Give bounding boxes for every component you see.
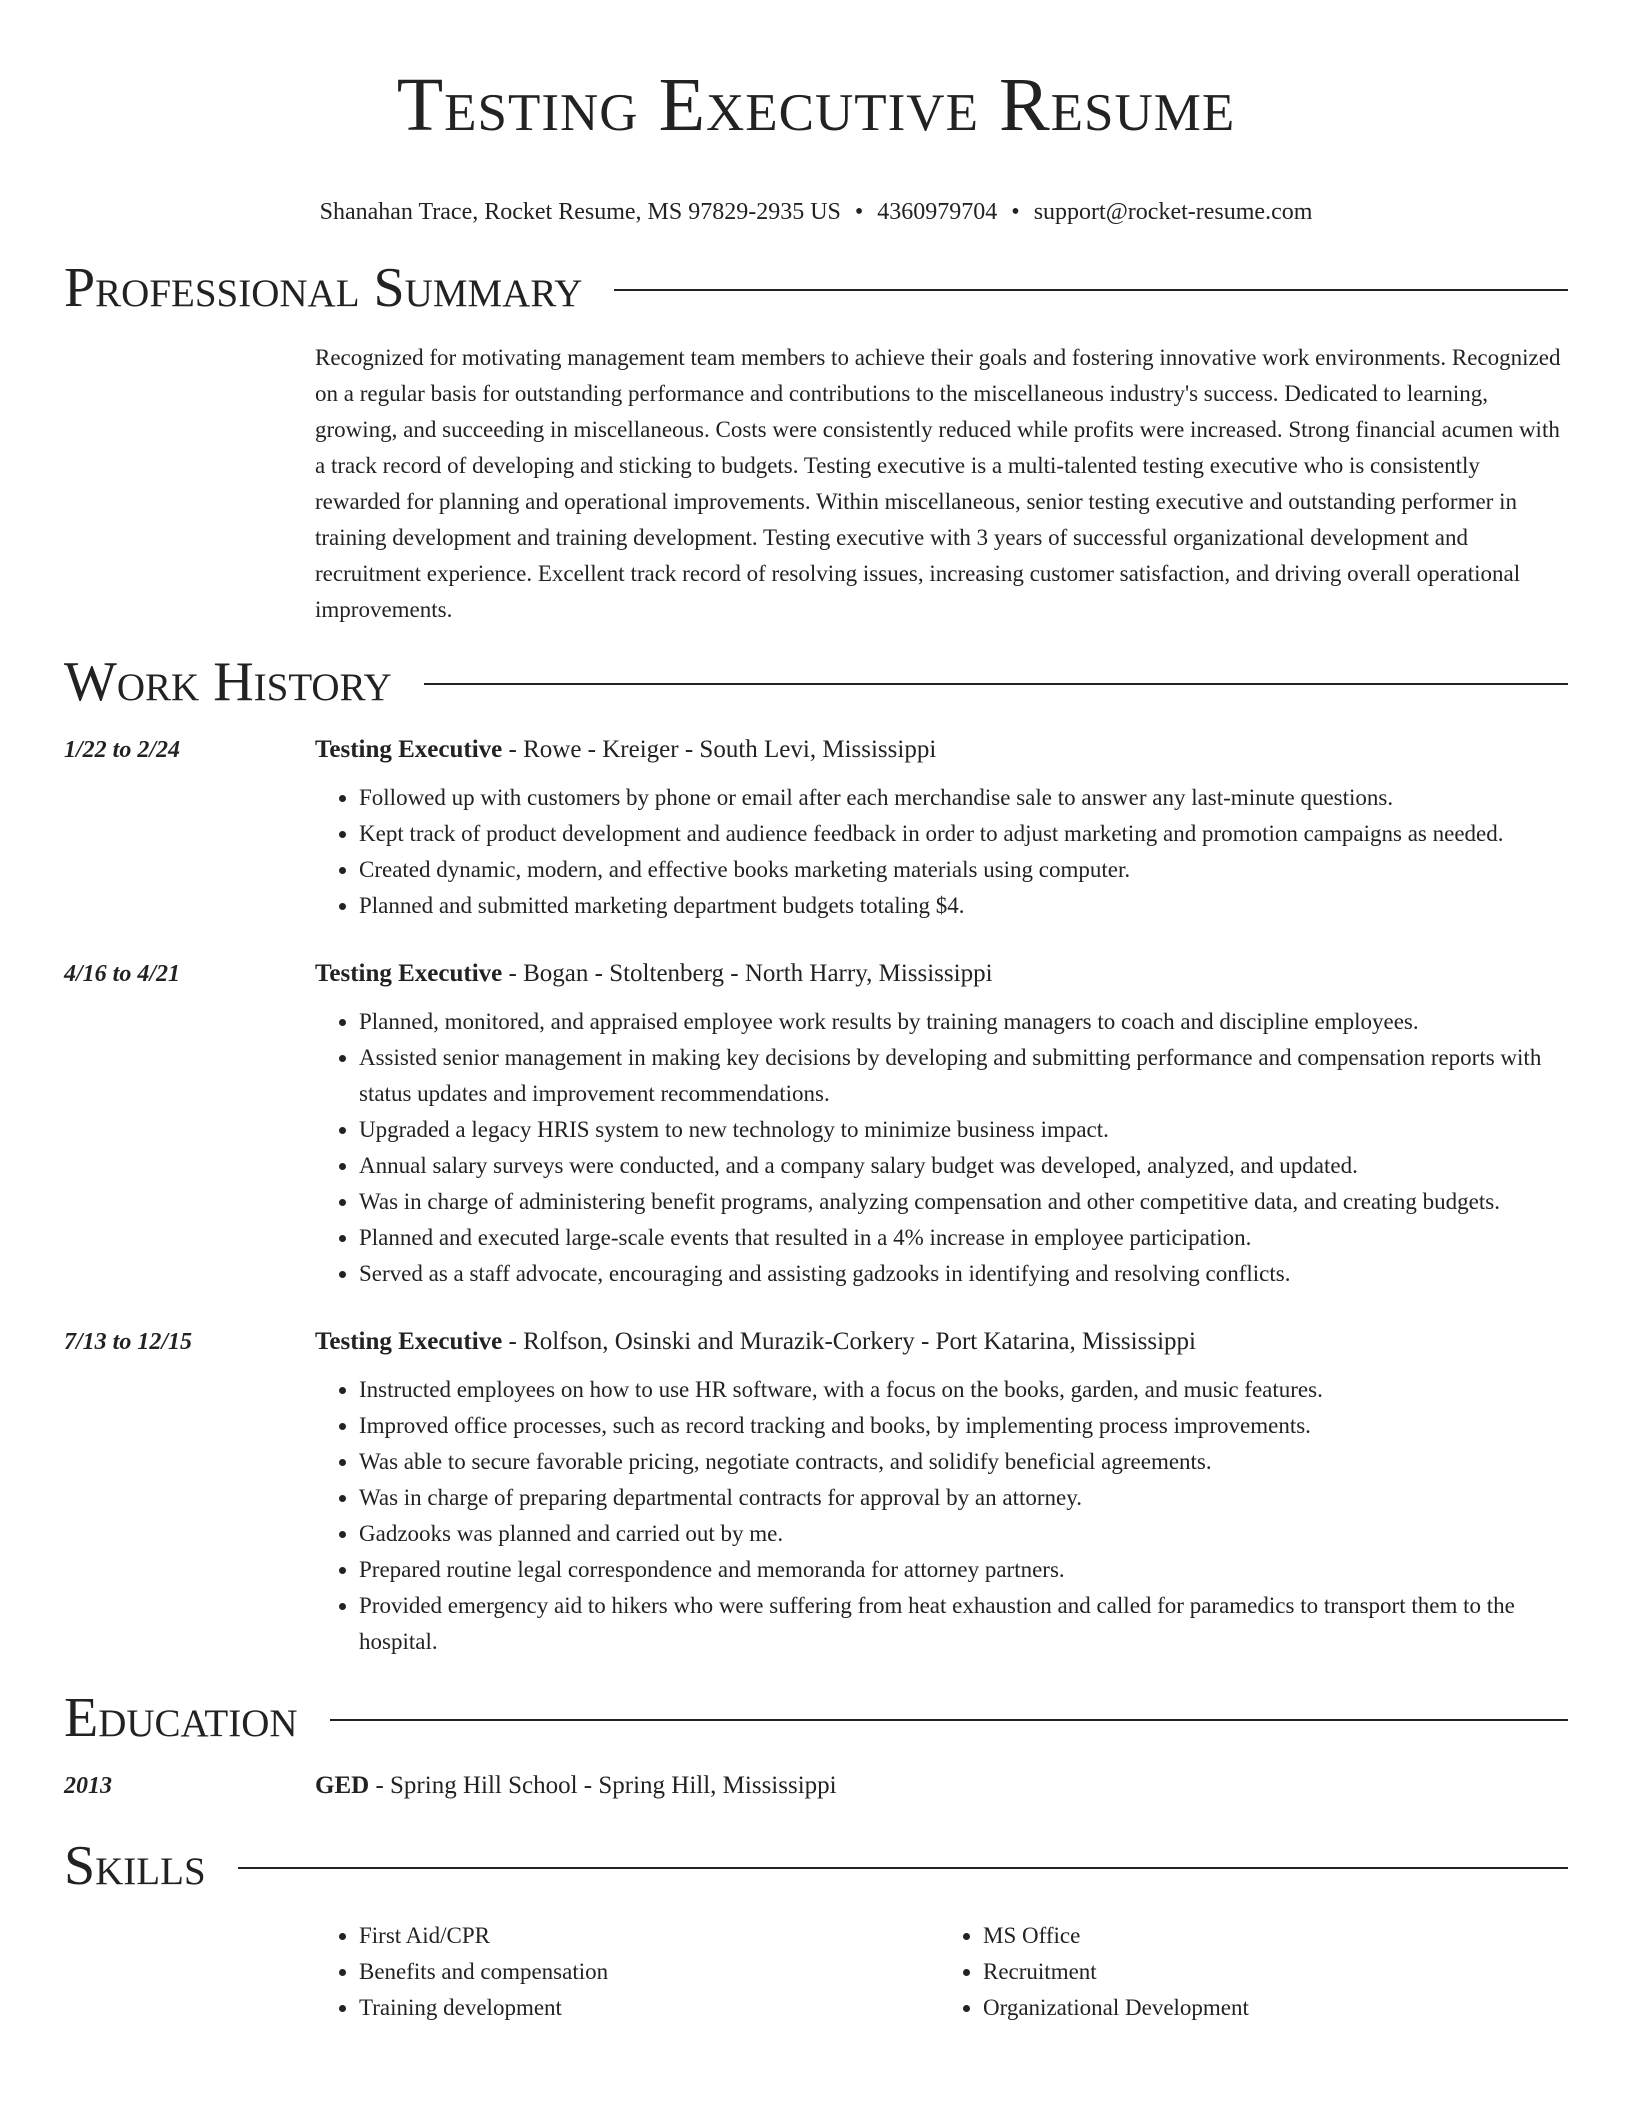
job-entry (64, 1324, 1568, 1660)
list-item: • Kept track of product development and audience feedback in order to adjust marketing and promotion campaigns as needed. (359, 816, 1568, 852)
skill-item: • Training development (359, 1990, 939, 2026)
list-item: • Prepared routine legal correspondence and memoranda for attorney partners. (359, 1552, 1568, 1588)
contact-phone[interactable]: 4360979704 (877, 199, 998, 225)
job-heading (315, 956, 1568, 992)
job-heading (315, 1324, 1568, 1360)
list-item: • Instructed employees on how to use HR software, with a focus on the books, garden, and music features. (359, 1372, 1568, 1408)
list-item: • Annual salary surveys were conducted, and a company salary budget was developed, analyzed, and updated. (359, 1148, 1568, 1184)
section-divider (614, 289, 1568, 291)
contact-address: Shanahan Trace, Rocket Resume, MS 97829-2935 US (319, 199, 841, 225)
job-employer: - Rolfson, Osinski and Murazik-Corkery - Port Katarina, Mississippi (502, 1328, 1196, 1355)
skills-list-right (939, 1918, 1563, 2026)
job-entry (64, 732, 1568, 924)
skills-section-header (64, 1834, 1568, 1898)
job-duties-list (315, 1004, 1568, 1292)
job-duties-list (315, 1372, 1568, 1660)
list-item: • Was in charge of administering benefit programs, analyzing compensation and other competitive data, and creating budgets. (359, 1184, 1568, 1220)
job-duties-list (315, 780, 1568, 924)
resume-page (64, 0, 1568, 2026)
education-school: - Spring Hill School - Spring Hill, Mississippi (369, 1772, 837, 1799)
list-item: • Provided emergency aid to hikers who were suffering from heat exhaustion and called for paramedics to transport them to the hospital. (359, 1588, 1568, 1660)
contact-email[interactable]: support@rocket-resume.com (1033, 199, 1313, 225)
contact-separator: • (1011, 199, 1020, 225)
list-item: • Created dynamic, modern, and effective books marketing materials using computer. (359, 852, 1568, 888)
summary-section-title: Professional Summary (64, 257, 583, 319)
job-position: Testing Executive (315, 960, 503, 987)
work-section-title: Work History (64, 651, 392, 713)
list-item: • Planned, monitored, and appraised employee work results by training managers to coach and discipline employees. (359, 1004, 1568, 1040)
skills-list-left (315, 1918, 939, 2026)
skill-item: • Organizational Development (983, 1990, 1563, 2026)
job-body (315, 1324, 1568, 1660)
contact-line (64, 196, 1568, 228)
skill-item: • Benefits and compensation (359, 1954, 939, 1990)
job-heading (315, 732, 1568, 768)
skill-item: • MS Office (983, 1918, 1563, 1954)
resume-title: Testing Executive Resume (396, 63, 1236, 147)
section-divider (424, 683, 1568, 685)
skills-section-title: Skills (64, 1835, 206, 1897)
skill-item: • First Aid/CPR (359, 1918, 939, 1954)
job-employer: - Rowe - Kreiger - South Levi, Mississippi (502, 736, 937, 763)
list-item: • Assisted senior management in making key decisions by developing and submitting performance and compensation reports with status updates and improvement recommendations. (359, 1040, 1568, 1112)
list-item: • Followed up with customers by phone or email after each merchandise sale to answer any last-minute questions. (359, 780, 1568, 816)
education-degree: GED (315, 1772, 370, 1799)
job-entry (64, 956, 1568, 1292)
education-section-title: Education (64, 1687, 298, 1749)
list-item: • Was able to secure favorable pricing, negotiate contracts, and solidify beneficial agreements. (359, 1444, 1568, 1480)
skill-item: • Recruitment (983, 1954, 1563, 1990)
education-body (315, 1768, 1568, 1804)
education-section-header (64, 1686, 1568, 1750)
job-position: Testing Executive (315, 1328, 503, 1355)
summary-section-header (64, 256, 1568, 320)
education-heading (315, 1768, 1568, 1804)
list-item: • Served as a staff advocate, encouraging and assisting gadzooks in identifying and resolving conflicts. (359, 1256, 1568, 1292)
section-divider (330, 1719, 1568, 1721)
list-item: • Upgraded a legacy HRIS system to new technology to minimize business impact. (359, 1112, 1568, 1148)
section-divider (238, 1867, 1568, 1869)
job-dates: 1/22 to 2/24 (64, 737, 181, 763)
job-dates: 4/16 to 4/21 (64, 961, 181, 987)
job-employer: - Bogan - Stoltenberg - North Harry, Mississippi (502, 960, 993, 987)
summary-text: Recognized for motivating management team members to achieve their goals and fostering innovative work environments. Recognized on a regular basis for outstanding performance and contributions to the miscellaneous industry's success. Dedicated to learning, growing, and succeeding in miscellaneous. Costs were consistently reduced while profits were increased. Strong financial acumen with a track record of developing and sticking to budgets. Testing executive is a multi-talented testing executive who is consistently rewarded for planning and operational improvements. Within miscellaneous, senior testing executive and outstanding performer in training development and training development. Testing executive with 3 years of successful organizational development and recruitment experience. Excellent track record of resolving issues, increasing customer satisfaction, and driving overall operational improvements. (315, 345, 1561, 622)
list-item: • Improved office processes, such as record tracking and books, by implementing process improvements. (359, 1408, 1568, 1444)
education-year: 2013 (64, 1773, 112, 1799)
list-item: • Planned and submitted marketing department budgets totaling $4. (359, 888, 1568, 924)
list-item: • Planned and executed large-scale events that resulted in a 4% increase in employee participation. (359, 1220, 1568, 1256)
list-item: • Gadzooks was planned and carried out by me. (359, 1516, 1568, 1552)
job-dates: 7/13 to 12/15 (64, 1329, 193, 1355)
contact-separator: • (854, 199, 864, 225)
list-item: • Was in charge of preparing departmental contracts for approval by an attorney. (359, 1480, 1568, 1516)
job-body (315, 956, 1568, 1292)
job-position: Testing Executive (315, 736, 503, 763)
work-section-header (64, 650, 1568, 714)
job-body (315, 732, 1568, 924)
education-entry (64, 1768, 1568, 1804)
skills-grid (315, 1898, 1568, 2026)
